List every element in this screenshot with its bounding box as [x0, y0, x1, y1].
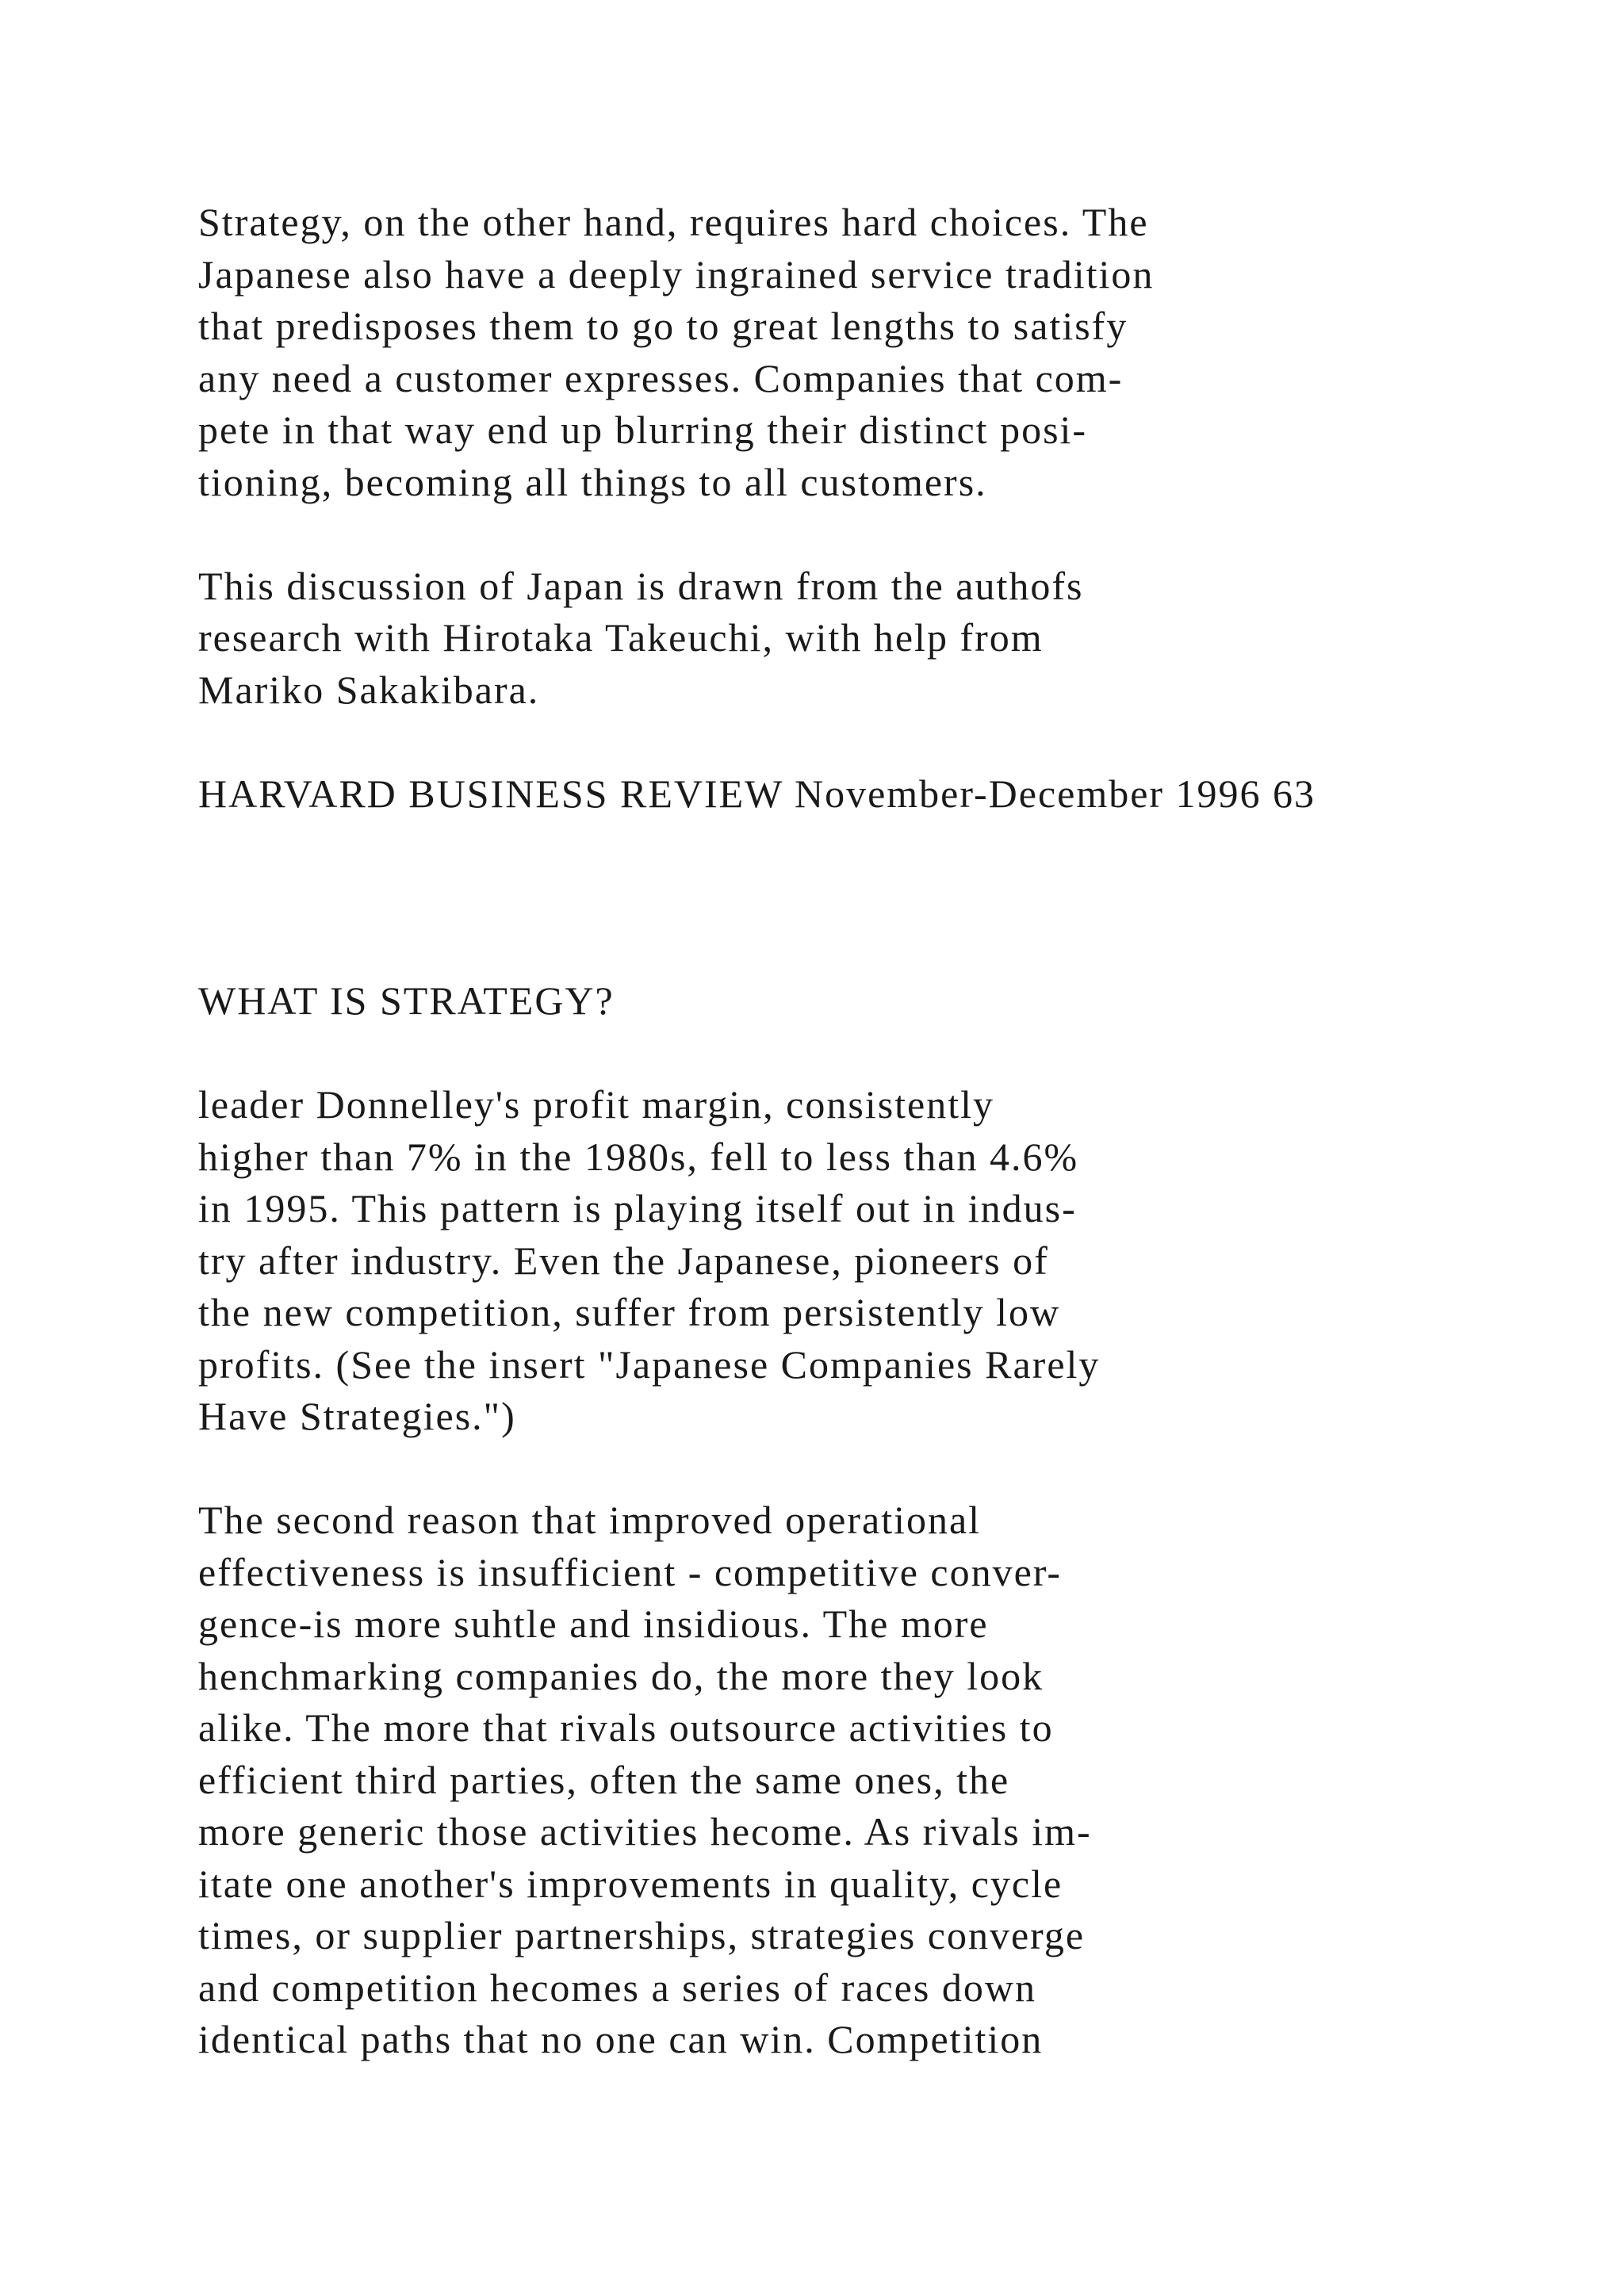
text-line: Japanese also have a deeply ingrained service tradition — [198, 251, 1155, 297]
spacer — [198, 716, 1546, 768]
text-line: This discussion of Japan is drawn from the authofs — [198, 563, 1084, 608]
text-line: itate one another's improvements in quality, cycle — [198, 1861, 1063, 1906]
heading-text: WHAT IS STRATEGY? — [198, 978, 615, 1023]
text-line: leader Donnelley's profit margin, consistently — [198, 1082, 995, 1127]
paragraph-competitive-convergence — [198, 1494, 1546, 2066]
spacer — [198, 508, 1546, 561]
spacer — [198, 1027, 1546, 1080]
text-line: The second reason that improved operational — [198, 1498, 982, 1542]
paragraph-profit-margin — [198, 1079, 1546, 1443]
page-footer — [198, 768, 1546, 821]
text-line: any need a customer expresses. Companies that com- — [198, 355, 1124, 400]
spacer — [198, 1443, 1546, 1495]
text-line: Have Strategies.") — [198, 1394, 516, 1438]
text-line: effectiveness is insufficient - competitive conver- — [198, 1549, 1063, 1594]
text-line: more generic those activities hecome. As rivals im- — [198, 1809, 1092, 1854]
text-line: pete in that way end up blurring their distinct posi- — [198, 408, 1088, 452]
text-line: Strategy, on the other hand, requires hard choices. The — [198, 200, 1149, 244]
text-line: times, or supplier partnerships, strategies converge — [198, 1913, 1086, 1957]
text-line: efficient third parties, often the same ones, the — [198, 1757, 1010, 1802]
text-line: Mariko Sakakibara. — [198, 667, 540, 712]
text-line: the new competition, suffer from persistently low — [198, 1290, 1061, 1334]
paragraph-source-note — [198, 561, 1546, 717]
text-line: in 1995. This pattern is playing itself out in indus- — [198, 1186, 1077, 1230]
paragraph-japanese-service-tradition — [198, 197, 1546, 508]
footer-text: HARVARD BUSINESS REVIEW November-December 1996 63 — [198, 771, 1316, 816]
text-line: and competition hecomes a series of races down — [198, 1965, 1036, 2010]
section-heading — [198, 975, 1546, 1027]
text-line: gence-is more suhtle and insidious. The more — [198, 1601, 989, 1646]
text-line: research with Hirotaka Takeuchi, with help from — [198, 615, 1044, 660]
text-line: try after industry. Even the Japanese, pioneers of — [198, 1238, 1049, 1283]
text-line: higher than 7% in the 1980s, fell to less than 4.6% — [198, 1134, 1079, 1179]
text-line: henchmarking companies do, the more they look — [198, 1653, 1044, 1698]
text-line: alike. The more that rivals outsource activities to — [198, 1705, 1054, 1750]
document-page — [198, 197, 1546, 2066]
text-line: that predisposes them to go to great lengths to satisfy — [198, 304, 1128, 348]
spacer — [198, 820, 1546, 975]
text-line: profits. (See the insert "Japanese Companies Rarely — [198, 1341, 1101, 1387]
text-line: tioning, becoming all things to all customers. — [198, 459, 987, 504]
text-line: identical paths that no one can win. Competition — [198, 2017, 1044, 2061]
